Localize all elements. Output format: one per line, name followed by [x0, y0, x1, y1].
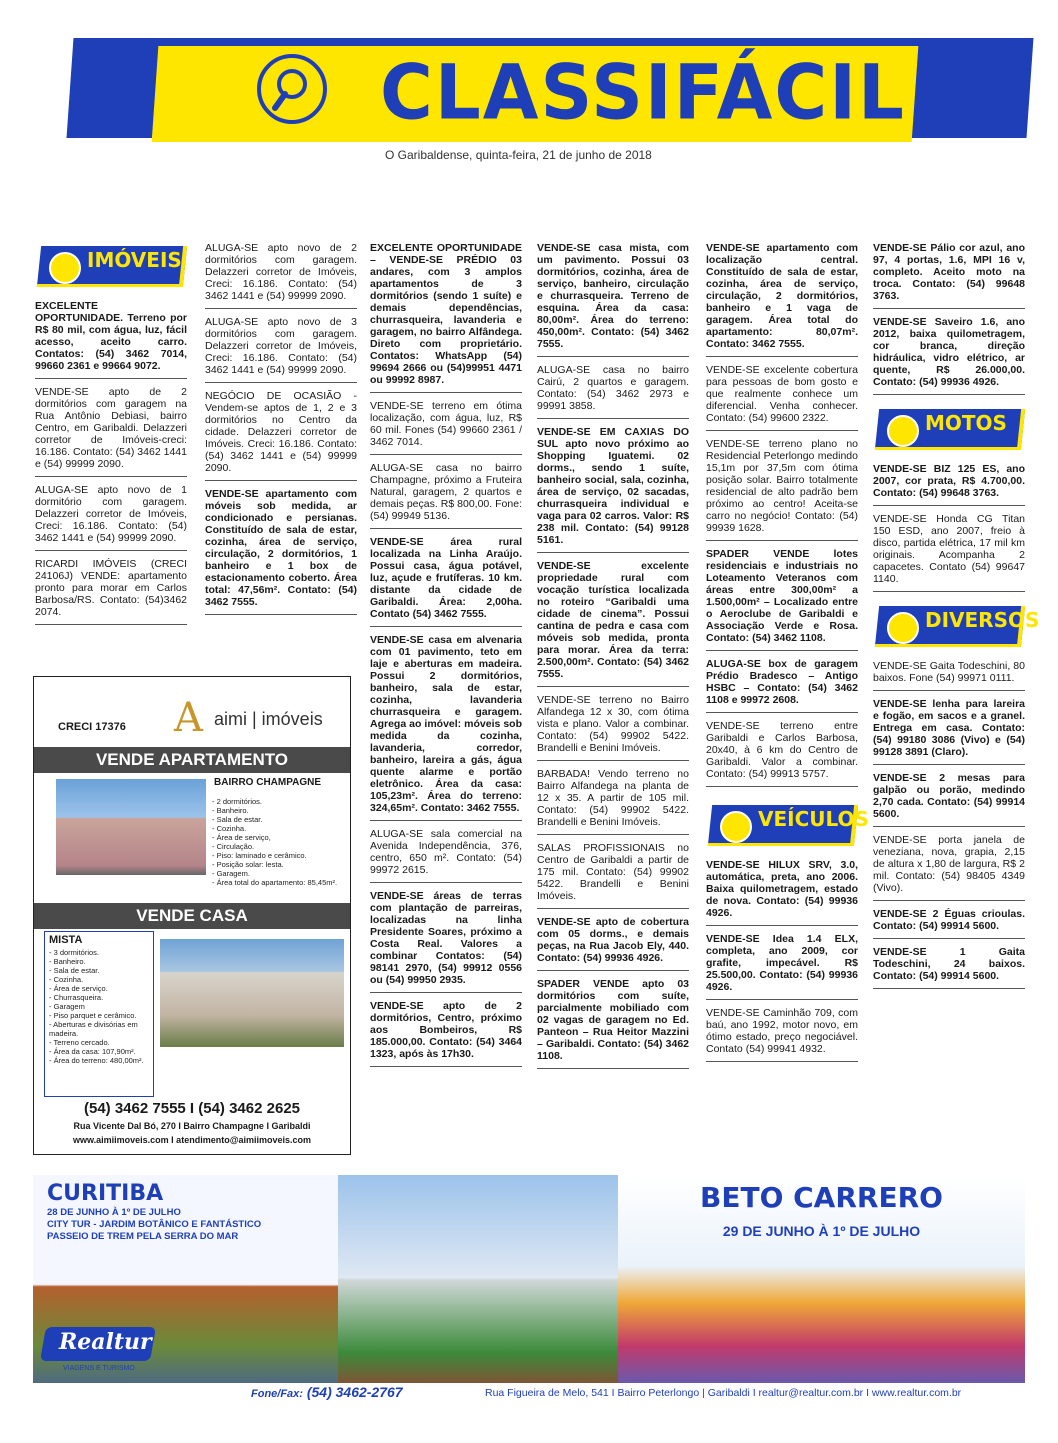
- classified-ad: VENDE-SE BIZ 125 ES, ano 2007, cor prata, R$ 4.700,00. Contato: (54) 99648 3763.: [873, 461, 1025, 506]
- page-subtitle: O Garibaldense, quinta-feira, 21 de junho de 2018: [385, 148, 652, 162]
- classified-ad: VENDE-SE áreas de terras com plantação de parreiras, localizadas na linha Presidente Soares, próximo a Costa Real. Valores a combinar Contatos: (54) 98141 2970, (54) 99912 0556 ou (54) 99950 2935.: [370, 888, 522, 993]
- column-4: [537, 240, 689, 1074]
- classified-ad: VENDE-SE terreno no Bairro Alfandega 12 x 30, com ótima vista e plano. Valor a combinar. Contato: (54) 99902 5422. Brandelli e Benini Imóveis.: [537, 692, 689, 761]
- classified-ad: RICARDI IMÓVEIS (CRECI 24106J) VENDE: apartamento pronto para morar em Carlos Barbosa/RS. Contato: (54)3462 2074.: [35, 556, 187, 625]
- feature-line: - Aberturas e divisórias em madeira.: [49, 1020, 138, 1038]
- aimi-logo: A aimi | imóveis: [174, 695, 323, 741]
- feature-line: - Garagem: [49, 1002, 85, 1011]
- curitiba-title: CURITIBA: [47, 1181, 164, 1206]
- aimi-imoveis-ad: [33, 676, 351, 1155]
- feature-line: - Sala de estar.: [212, 815, 263, 824]
- classified-ad: VENDE-SE HILUX SRV, 3.0, automática, preta, ano 2006. Baixa quilometragem, estado de nova. Contato: (54) 99936 4926.: [706, 857, 858, 926]
- car-icon: [720, 811, 752, 843]
- classified-ad: VENDE-SE casa em alvenaria com 01 pavimento, teto em laje e aberturas em madeira. Possui 2 dormitórios, banheiro, sala de estar, cozinha, lavanderia churrasqueira e garagem. Agrega ao imóvel: móveis sob medida da cozinha, lavanderia, corredor, banheiro, lareira a gás, água quente alarme e portão eletrônico. Área da casa: 105,23m². Área do terreno: 324,65m². Contato: 3462 7555.: [370, 632, 522, 821]
- jardim-botanico-photo: [338, 1175, 618, 1403]
- classified-ad: VENDE-SE terreno entre Garibaldi e Carlos Barbosa, 20x40, à 6 km do Centro de Garibaldi. Valor a combinar. Contato: (54) 99913 5757.: [706, 718, 858, 787]
- classified-ad: VENDE-SE apto de 2 dormitórios com garagem na Rua Antônio Debiasi, bairro Centro, em Garibaldi. Delazzeri corretor de Imóveis-creci: 16.186. Contato: (54) 3462 1441 e (54) 99999 2090.: [35, 384, 187, 477]
- curitiba-tour: CITY TUR - JARDIM BOTÂNICO E FANTÁSTICO: [47, 1219, 262, 1230]
- section-label: MOTOS: [925, 411, 1007, 435]
- classified-ad: VENDE-SE Pálio cor azul, ano 97, 4 portas, 1.6, MPI 16 v, completo. Aceito moto na troca. Contato: (54) 99648 3763.: [873, 240, 1025, 309]
- classified-ad: VENDE-SE Idea 1.4 ELX, completa, ano 2009, cor grafite, impecável. R$ 25.500,00. Contato: (54) 99936 4926.: [706, 931, 858, 1000]
- magnifier-icon: [255, 52, 329, 126]
- classified-ad: VENDE-SE Saveiro 1.6, ano 2012, baixa quilometragem, cor branca, direção hidráulica, vidro elétrico, ar quente, R$ 26.000,00. Contato: (54) 99936 4926.: [873, 314, 1025, 395]
- feature-line: - Área de serviço,: [212, 833, 271, 842]
- feature-line: - Cozinha.: [212, 824, 247, 833]
- feature-line: - Sala de estar.: [49, 966, 100, 975]
- vende-apartamento-heading: VENDE APARTAMENTO: [34, 747, 350, 773]
- section-diversos: [873, 600, 1040, 652]
- classified-ad: VENDE-SE Caminhão 709, com baú, ano 1992, motor novo, em ótimo estado, preço negociável. Contato (54) 99941 4932.: [706, 1005, 858, 1062]
- classified-ad: VENDE-SE área rural localizada na Linha Araújo. Possui casa, água potável, luz, açude e frutíferas. 10 km. distante da cidade de Garibaldi. Área: 2,00ha. Contato (54) 3462 7555.: [370, 534, 522, 627]
- creci-label: CRECI 17376: [58, 721, 126, 733]
- aimi-phones: (54) 3462 7555 I (54) 3462 2625: [84, 1100, 300, 1117]
- classified-ad: NEGÓCIO DE OCASIÃO - Vendem-se aptos de 1, 2 e 3 dormitórios no Centro da cidade. Delazzeri corretor de Imóveis. Creci: 16.186. Contato: (54) 3462 1441 e (54) 99999 2090.: [205, 388, 357, 481]
- column-1: [35, 240, 187, 630]
- header-banner: [40, 38, 1030, 145]
- feature-line: - Terreno cercado.: [49, 1038, 110, 1047]
- beto-carrero-dates: 29 DE JUNHO À 1º DE JULHO: [722, 1223, 921, 1239]
- apartment-features: [212, 797, 337, 887]
- realtur-logo: Realtur VIAGENS E TURISMO: [43, 1323, 163, 1379]
- feature-line: - Piso parquet e cerâmico.: [49, 1011, 137, 1020]
- realtur-address: Rua Figueira de Melo, 541 I Bairro Peterlongo | Garibaldi I realtur@realtur.com.br I www.realtur.com.br: [485, 1387, 962, 1399]
- mista-label: MISTA: [49, 934, 83, 946]
- classified-ad: ALUGA-SE casa no bairro Cairú, 2 quartos e garagem. Contato: (54) 3462 2973 e 99991 3858.: [537, 362, 689, 419]
- column-5: [706, 240, 869, 1067]
- feature-line: - Cozinha.: [49, 975, 84, 984]
- classified-ad: VENDE-SE apto de 2 dormitórios, Centro, próximo aos Bombeiros, R$ 185.000,00. Contato: (54) 3464 1323, após às 17h30.: [370, 998, 522, 1067]
- house-photo: [160, 939, 344, 1047]
- classified-ad: EXCELENTE OPORTUNIDADE – VENDE-SE PRÉDIO 03 andares, com 3 amplos apartamentos de 3 dormitórios (sendo 1 suíte) e demais dependências, churrasqueira, lavanderia e garagem, no bairro Alfândega. Direto com proprietário. Contatos: WhatsApp (54) 99694 2666 ou (54)99951 4471 ou 99992 8987.: [370, 240, 522, 393]
- classified-ad: VENDE-SE terreno em ótima localização, com água, luz, R$ 60 mil. Fones (54) 99660 2361 / 3462 7014.: [370, 398, 522, 455]
- feature-line: - Banheiro.: [49, 957, 86, 966]
- classified-ad: VENDE-SE casa mista, com um pavimento. Possui 03 dormitórios, cozinha, área de serviço, banheiro, circulação e churrasqueira. Terreno de esquina. Área da casa: 80,00m². Área do terreno: 450,00m². Contato: (54) 3462 7555.: [537, 240, 689, 357]
- classified-ad: VENDE-SE excelente propriedade rural com vocação turística localizada no roteiro “Garibaldi uma cidade de cinema”. Possui cantina de pedra e casa com móveis sob medida, pronta para morar. Área da terra: 2.500,00m². Contato: (54) 3462 7555.: [537, 558, 689, 687]
- classified-ad: SPADER VENDE apto 03 dormitórios com suíte, parcialmente mobiliado com 02 vagas de garagem no Ed. Panteon – Rua Heitor Mazzini – Garibaldi. Contato: (54) 3462 1108.: [537, 976, 689, 1069]
- section-imoveis: [35, 240, 187, 292]
- aimi-address: Rua Vicente Dal Bó, 270 I Bairro Champagne I Garibaldi: [73, 1121, 311, 1131]
- feature-line: - Área de serviço.: [49, 984, 108, 993]
- section-veiculos: [706, 799, 869, 851]
- classified-ad: BARBADA! Vendo terreno no Bairro Alfandega na planta de 12 x 35. A partir de 105 mil. Contato: (54) 99902 5422. Brandelli e Benini Imóveis.: [537, 766, 689, 835]
- house-features: [49, 948, 153, 1065]
- house-icon: [49, 252, 81, 284]
- classified-ad: VENDE-SE porta janela de veneziana, nova, grapia, 2,15 de altura x 1,80 de largura, R$ 2 mil. Contato: (54) 98405 4349 (Vivo).: [873, 832, 1025, 901]
- feature-line: - Circulação.: [212, 842, 255, 851]
- column-3: [370, 240, 522, 1072]
- items-icon: [887, 612, 919, 644]
- vende-casa-heading: VENDE CASA: [34, 903, 350, 929]
- feature-line: - Área da casa: 107,90m².: [49, 1047, 136, 1056]
- classified-ad: VENDE-SE 2 mesas para galpão ou porão, medindo 2,70 cada. Contato: (54) 99914 5600.: [873, 770, 1025, 827]
- classified-ad: VENDE-SE Honda CG Titan 150 ESD, ano 2007, freio à disco, partida elétrica, 17 mil km originais. Acompanha 2 capacetes. Contato (54) 99647 1140.: [873, 511, 1025, 592]
- classified-ad: VENDE-SE 1 Gaita Todeschini, 24 baixos. Contato: (54) 99914 5600.: [873, 944, 1025, 989]
- classified-ad: SPADER VENDE lotes residenciais e industriais no Loteamento Veteranos com áreas entre 300,00m² a 1.500,00m² – Localizado entre o Aeroclube de Garibaldi e Associação Verde e Rosa. Contato: (54) 3462 1108.: [706, 546, 858, 651]
- feature-line: - Churrasqueira.: [49, 993, 104, 1002]
- column-2: [205, 240, 357, 620]
- motorcycle-icon: [887, 415, 919, 447]
- apartment-photo: [56, 779, 206, 875]
- classified-ad: VENDE-SE 2 Éguas crioulas. Contato: (54) 99914 5600.: [873, 906, 1025, 939]
- section-motos: [873, 403, 1025, 455]
- page-title: CLASSIFÁCIL: [380, 47, 906, 137]
- beto-carrero-title: BETO CARRERO: [700, 1181, 943, 1214]
- section-label: IMÓVEIS: [87, 248, 182, 272]
- classified-ad: ALUGA-SE casa no bairro Champagne, próximo a Fruteira Natural, garagem, 2 quartos e demais peças. R$ 800,00. Fone: (54) 99949 5136.: [370, 460, 522, 529]
- feature-line: - Área total do apartamento: 85,45m².: [212, 878, 338, 887]
- classified-ad: ALUGA-SE box de garagem Prédio Bradesco – Antigo HSBC – Contato: (54) 3462 1108 e 99972 2608.: [706, 656, 858, 713]
- classified-ad: VENDE-SE apartamento com localização central. Constituído de sala de estar, cozinha, área de serviço, circulação, 2 dormitórios, banheiro e 1 vaga de garagem. Área total do apartamento: 80,07m². Contato: 3462 7555.: [706, 240, 858, 357]
- section-label: VEÍCULOS: [758, 807, 869, 831]
- casa-features-box: [44, 931, 154, 1097]
- classified-ad: VENDE-SE apto de cobertura com 05 dorms., e demais peças, na Rua Jacob Ely, 440. Contato: (54) 99936 4926.: [537, 914, 689, 971]
- classified-ad: VENDE-SE Gaita Todeschini, 80 baixos. Fone (54) 99971 0111.: [873, 658, 1025, 691]
- classified-ad: ALUGA-SE apto novo de 2 dormitórios com garagem. Delazzeri corretor de Imóveis, Creci: 16.186. Contato: (54) 3462 1441 e (54) 99999 2090.: [205, 240, 357, 309]
- classified-ad: ALUGA-SE sala comercial na Avenida Independência, 376, centro, 650 m². Contato: (54) 99972 2615.: [370, 826, 522, 883]
- feature-line: - 2 dormitórios.: [212, 797, 263, 806]
- section-label: DIVERSOS: [925, 608, 1040, 632]
- classified-ad: VENDE-SE excelente cobertura para pessoas de bom gosto e que realmente conhece um diferencial. Venha conhecer. Contato: (54) 99600 2322.: [706, 362, 858, 431]
- classified-ad: VENDE-SE terreno plano no Residencial Peterlongo medindo 15,1m por 37,5m com ótima posição solar. Bairro totalmente residencial de alto padrão bem próximo ao centro! Aceita-se carro no negócio! Contato: (54) 99939 1628.: [706, 436, 858, 541]
- classified-ad: VENDE-SE EM CAXIAS DO SUL apto novo próximo ao Shopping Iguatemi. 02 dorms., sendo 1 suíte, banheiro social, sala, cozinha, área de serviço, 02 sacadas, churrasqueira individual e vaga para 02 carros. Valor: R$ 238 mil. Contato: (54) 99128 5161.: [537, 424, 689, 553]
- feature-line: - Garagem.: [212, 869, 250, 878]
- classified-ad: SALAS PROFISSIONAIS no Centro de Garibaldi a partir de 175 mil. Contato: (54) 99902 5422. Brandelli e Benini Imóveis.: [537, 840, 689, 909]
- aimi-web: www.aimiimoveis.com I atendimento@aimiimoveis.com: [72, 1135, 311, 1145]
- classified-ad: VENDE-SE apartamento com móveis sob medida, ar condicionado e persianas. Constituído de sala de estar, cozinha, área de serviço, circulação, 2 dormitórios, 1 banheiro e 1 box de estacionamento coberto. Área total: 47,56m². Contato: (54) 3462 7555.: [205, 486, 357, 615]
- feature-line: - Piso: laminado e cerâmico.: [212, 851, 307, 860]
- realtur-ad: [33, 1175, 1025, 1403]
- feature-line: - Posição solar: lesta.: [212, 860, 284, 869]
- classified-ad: ALUGA-SE apto novo de 1 dormitório com garagem. Delazzeri corretor de Imóveis, Creci: 16.186. Contato: (54) 3462 1441 e (54) 99999 2090.: [35, 482, 187, 551]
- realtur-phone: Fone/Fax: (54) 3462-2767: [251, 1384, 403, 1400]
- classified-ad: ALUGA-SE apto novo de 3 dormitórios com garagem. Delazzeri corretor de Imóveis, Creci: 16.186. Contato: (54) 3462 1441 e (54) 99999 2090.: [205, 314, 357, 383]
- curitiba-dates: 28 DE JUNHO À 1º DE JULHO: [47, 1207, 181, 1218]
- curitiba-train: PASSEIO DE TREM PELA SERRA DO MAR: [47, 1231, 239, 1242]
- classified-ad: VENDE-SE lenha para lareira e fogão, em sacos e a granel. Entrega em casa. Contato: (54) 99180 3086 (Vivo) e (54) 99128 3891 (Claro).: [873, 696, 1025, 765]
- feature-line: - Banheiro.: [212, 806, 249, 815]
- feature-line: - 3 dormitórios.: [49, 948, 100, 957]
- classified-ad: EXCELENTE OPORTUNIDADE. Terreno por R$ 80 mil, com água, luz, fácil acesso, aceito carro. Contatos: (54) 3462 7014, 99660 2361 e 99664 9072.: [35, 298, 187, 379]
- feature-line: - Área do terreno: 480,00m².: [49, 1056, 144, 1065]
- bairro-label: BAIRRO CHAMPAGNE: [214, 777, 322, 788]
- column-6: [873, 240, 1040, 994]
